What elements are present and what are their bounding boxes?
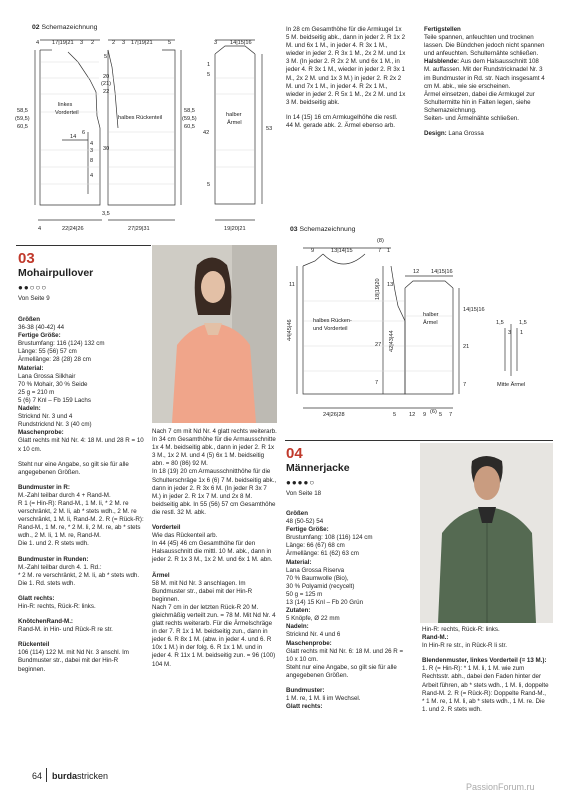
svg-text:1: 1 (207, 62, 211, 68)
svg-text:3,5: 3,5 (102, 211, 110, 217)
svg-text:Mitte Ärmel: Mitte Ärmel (497, 382, 526, 388)
svg-text:halber: halber (226, 112, 242, 118)
svg-text:42|43|44: 42|43|44 (389, 330, 395, 352)
svg-text:(59,5): (59,5) (182, 116, 197, 122)
svg-text:60,5: 60,5 (184, 124, 195, 130)
schema-diagram-02 (0, 32, 285, 232)
svg-text:halber: halber (423, 312, 439, 318)
svg-text:27|29|31: 27|29|31 (128, 226, 150, 232)
section-04-col3: Größen 48 (50-52) 54 Fertige Größe: Brustumfang: 108 (116) 124 cm Länge: 66 (67) 68 cm Ärmellänge: 61 (62) 63 cm Material: Lana Grossa Riserva 70 % Baumwolle (Bio), 30 % Polyamid (recycelt) 50 g = 125 m 13 (14) 15 Knl – Fb 20 Grün Zutaten: 5 Knöpfe, Ø 22 mm Nadeln: Stricknd Nr. 4 und 6 Maschenprobe: Glatt rechts mit Nd Nr. 6: 18 M. und 26 R = 10 x 10 cm. Steht nur eine Angabe, so gilt sie für alle angegebenen Größen. Bundmuster: 1 M. re, 1 M. li im Wechsel. Glatt rechts: (286, 510, 404, 711)
svg-text:2: 2 (112, 40, 116, 46)
svg-text:4: 4 (90, 141, 94, 147)
svg-text:19|20|21: 19|20|21 (224, 226, 246, 232)
svg-text:14|15|16: 14|15|16 (230, 40, 252, 46)
svg-text:21: 21 (463, 344, 470, 350)
svg-text:Ärmel: Ärmel (423, 320, 438, 326)
svg-text:Vorderteil: Vorderteil (55, 110, 79, 116)
svg-text:linkes: linkes (58, 102, 73, 108)
col4-top-text: Fertigstellen Teile spannen, anfeuchten und trocknen lassen. Die Bündchen jedoch nicht spannen und anfeuchten. Schulternähte schließen. Halsblende: Aus dem Halsausschnitt 108 M. auffassen. Mit der Rundstricknadel Nr. 3 im Bundmuster in Rd. str. Nach insgesamt 4 cm M. abk., wie sie erscheinen. Ärmel einsetzen, dabei die Armkugel zur Schultermitte hin in Falten legen, siehe Schemazeichnung. Seiten- und Ärmelnähte schließen. Design: Lana Grossa (424, 26, 545, 138)
section-03-number: 03 (18, 250, 35, 267)
svg-text:7: 7 (449, 412, 453, 418)
schema-title-03: 03 Schemazeichnung (290, 226, 356, 233)
svg-text:58,5: 58,5 (184, 108, 195, 114)
section-03-ref: Von Seite 9 (18, 295, 50, 302)
schema-title-02: 02 Schemazeichnung (32, 24, 98, 31)
section-03-col2: Nach 7 cm mit Nd Nr. 4 glatt rechts weiterarb. In 34 cm Gesamthöhe für die Armausschnitte 1x 4 M. beidseitig abk., dann in jeder 2. R 1x 3 M., 1x 2 M. und 4 (5) 6x 1 M. beidseitig abn. = 80 (86) 92 M. In 18 (19) 20 cm Armausschnitthöhe für die Schulterschräge 1x 6 (6) 7 M. beidseitig abk., dann in jeder 2. R 3x 6 M. (In jeder R 3x 7 M.) in jeder 2. R 1x 7 M. und 2x 8 M. beidseitig abk. In 55 (56) 57 cm Gesamthöhe die restl. 32 M. abk. Vorderteil Wie das Rückenteil arb. In 44 (45) 46 cm Gesamthöhe für den Halsausschnitt die mittl. 10 M. abk., dann in jeder 2. R 1x 3 M., 1x 2 M. und 6x 1 M. abn. Ärmel 58 M. mit Nd Nr. 3 anschlagen. Im Bundmuster str., dabei mit der Hin-R beginnen. Nach 7 cm in der letzten Rück-R 20 M. gleichmäßig verteilt zun. = 78 M. Mit Nd Nr. 4 glatt rechts weiterarb. Für die Ärmelschräge in der 7. R 1x 1 M. beidseitig zun., dann in jeder 6. R 8x 1 M. (abw. in jeder 4. und 6. R 10x 1 M.) in der folg. 6. R 1x 1 M. und in jeder 4. R 11x 1 M. beidseitig zun. = 96 (100) 104 M. (152, 428, 277, 668)
svg-text:7: 7 (378, 248, 382, 254)
svg-text:Ärmel: Ärmel (227, 120, 242, 126)
svg-text:1: 1 (387, 248, 391, 254)
svg-text:(8): (8) (377, 238, 384, 244)
svg-text:5: 5 (439, 412, 443, 418)
svg-text:14: 14 (70, 134, 77, 140)
svg-text:3: 3 (214, 40, 218, 46)
svg-text:60,5: 60,5 (17, 124, 28, 130)
svg-text:24|26|28: 24|26|28 (323, 412, 345, 418)
svg-text:14|15|16: 14|15|16 (431, 269, 453, 275)
section-04-number: 04 (286, 445, 303, 462)
svg-text:3: 3 (122, 40, 126, 46)
section-03-col1: Größen 36-38 (40-42) 44 Fertige Größe: Brustumfang: 116 (124) 132 cm Länge: 55 (56) 57 cm Ärmellänge: 28 (28) 28 cm Material: Lana Grossa Silkhair 70 % Mohair, 30 % Seide 25 g = 210 m 5 (6) 7 Knl – Fb 159 Lachs Nadeln: Stricknd Nr. 3 und 4 Rundstricknd Nr. 3 (40 cm) Maschenprobe: Glatt rechts mit Nd Nr. 4: 18 M. und 28 R = 10 x 10 cm. Steht nur eine Angabe, so gilt sie für alle angegebenen Größen. Bundmuster in R: M.-Zahl teilbar durch 4 + Rand-M. R 1 (= Hin-R): Rand-M., 1 M. li, * 2 M. re verschränkt, 2 M. li, ab * stets wdh., 2 M. re verschränkt, 1 M. li, Rand-M. 2. R (= Rück-R): Rand-M., 1 M. re, * 2 M. li, 2 M. re, ab * stets wdh., 2 M. li, 1 M. re, Rand-M. Die 1. und 2. R stets wdh. Bundmuster in Runden: M.-Zahl teilbar durch 4. 1. Rd.: * 2 M. re verschränkt, 2 M. li, ab * stets wdh. Die 1. Rd. stets wdh. Glatt rechts: Hin-R: rechts, Rück-R: links. KnötchenRand-M.: Rand-M. in Hin- und Rück-R re str. Rückenteil 106 (114) 122 M. mit Nd Nr. 3 anschl. Im Bundmuster str., dabei mit der Hin-R beginnen. (18, 316, 144, 673)
svg-text:12: 12 (413, 269, 420, 275)
svg-text:6: 6 (82, 130, 86, 136)
svg-text:27: 27 (375, 342, 382, 348)
svg-text:30: 30 (103, 146, 110, 152)
section-03-title: Mohairpullover (18, 267, 94, 279)
svg-text:halbes Rückenteil: halbes Rückenteil (118, 115, 163, 121)
svg-text:5: 5 (104, 54, 108, 60)
svg-text:9: 9 (423, 412, 427, 418)
footer-divider (46, 768, 47, 782)
footer-brand: burdastricken (52, 771, 109, 781)
svg-text:17|19|21: 17|19|21 (131, 40, 153, 46)
svg-text:4: 4 (90, 173, 94, 179)
svg-text:58,5: 58,5 (17, 108, 28, 114)
section-04-ref: Von Seite 18 (286, 490, 322, 497)
watermark: PassionForum.ru (466, 782, 535, 792)
svg-text:8: 8 (90, 158, 94, 164)
svg-text:42: 42 (203, 130, 210, 136)
section-04-title: Männerjacke (286, 462, 350, 474)
svg-text:und Vorderteil: und Vorderteil (313, 326, 348, 332)
svg-text:3: 3 (80, 40, 84, 46)
section-04-rule (285, 440, 553, 441)
photo-man-jacket (420, 443, 553, 623)
svg-text:13|14|15: 13|14|15 (331, 248, 353, 254)
photo-mohair-woman (152, 245, 277, 423)
svg-text:5: 5 (207, 72, 211, 78)
svg-text:18|19|20: 18|19|20 (375, 278, 381, 300)
svg-text:3: 3 (90, 148, 94, 154)
svg-text:22: 22 (103, 89, 110, 95)
svg-text:1: 1 (520, 330, 524, 336)
svg-text:44|45|46: 44|45|46 (287, 319, 293, 341)
svg-text:13: 13 (387, 282, 394, 288)
section-03-rule (16, 245, 151, 246)
svg-text:14|15|16: 14|15|16 (463, 307, 485, 313)
svg-text:5: 5 (168, 40, 172, 46)
svg-text:9: 9 (311, 248, 315, 254)
svg-text:20: 20 (103, 74, 110, 80)
difficulty-dots-03: ●●○○○ (18, 283, 48, 292)
svg-text:17|19|21: 17|19|21 (52, 40, 74, 46)
svg-text:22|24|26: 22|24|26 (62, 226, 84, 232)
svg-text:5: 5 (393, 412, 397, 418)
svg-text:1,5: 1,5 (496, 320, 504, 326)
section-04-col4: Hin-R: rechts, Rück-R: links. Rand-M.: In Hin-R re str., in Rück-R li str. Blendenmuster, linkes Vorderteil (= 13 M.): 1. R (= Hin-R): * 1 M. li, 1 M. wie zum Rechtsstr. abh., dabei den Faden hinter der Arbeit führen, ab * stets wdh., 1 M. li, doppelte Rand-M. 2. R (= Rück-R): Doppelte Rand-M., * 1 M. re, 1 M. li, ab * stets wdh., 1 M. re. Die 1. und 2. R stets wdh. (422, 626, 549, 713)
svg-text:7: 7 (375, 380, 379, 386)
svg-text:1,5: 1,5 (519, 320, 527, 326)
svg-text:2: 2 (91, 40, 95, 46)
page-number: 64 (32, 771, 43, 781)
col3-top-text: In 28 cm Gesamthöhe für die Armkugel 1x 5 M. beidseitig abk., dann in jeder 2. R 1x 2 M. und 6x 1 M., in jeder 4. R 3x 1 M., wieder in jeder 2. R 3x 1 M., 2x 2 M. und 1x 3 M. (In jeder 2. R 2x 2 M. und 6x 1 M., in jeder 4. R 3x 1 M., wieder in jeder 2. R 3x 1 M., 2x 2 M. und 1x 3 M.) in jeder 2. R 2x 2 M. und 7x 1 M., in jeder 4. R 2x 1 M., wieder in jeder 2. R 5x 1 M., 2x 2 M. und 1x 3 M. beidseitig abk. In 14 (15) 16 cm Armkugelhöhe die restl. 44 M. gerade abk. 2. Ärmel ebenso arb. (286, 26, 406, 130)
svg-text:3: 3 (508, 330, 512, 336)
svg-text:12: 12 (409, 412, 416, 418)
sleeve-bottom-extra: (6) (430, 409, 437, 415)
svg-text:halbes Rücken-: halbes Rücken- (313, 318, 352, 324)
svg-text:(59,5): (59,5) (15, 116, 30, 122)
svg-text:53: 53 (266, 126, 273, 132)
svg-text:5: 5 (207, 182, 211, 188)
difficulty-dots-04: ●●●●○ (286, 478, 316, 487)
svg-text:11: 11 (289, 282, 295, 288)
svg-text:4: 4 (36, 40, 40, 46)
svg-text:7: 7 (463, 382, 467, 388)
svg-text:4: 4 (38, 226, 42, 232)
svg-text:(21): (21) (101, 81, 111, 87)
schema-diagram-03 (283, 236, 553, 416)
